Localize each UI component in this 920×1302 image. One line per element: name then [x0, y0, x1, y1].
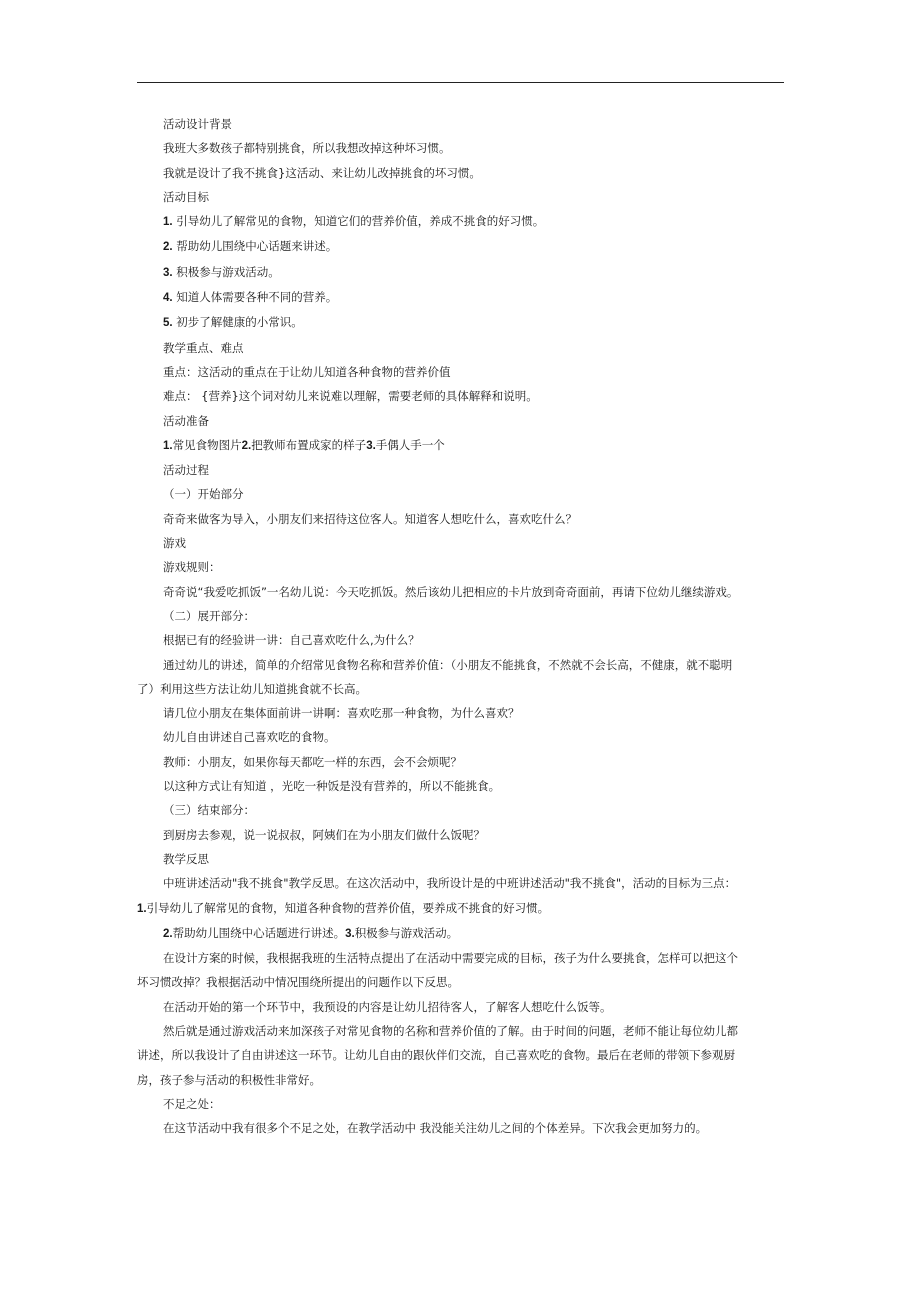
heading-preparation: 活动准备 — [163, 413, 209, 428]
heading-process: 活动过程 — [163, 463, 209, 478]
paragraph: 难点： {营养}这个词对幼儿来说难以理解，需要老师的具体解释和说明。 — [163, 389, 538, 404]
paragraph: 请几位小朋友在集体面前讲一讲啊：喜欢吃那一种食物，为什么喜欢？ — [163, 706, 520, 721]
goal-item — [137, 260, 787, 285]
item-number: 1. — [163, 216, 173, 229]
paragraph: 中班讲述活动"我不挑食"教学反思。在这次活动中，我所设计是的中班讲述活动"我不挑食"，活动的目标为三点： — [163, 876, 737, 891]
item-text: 积极参与游戏活动。 — [176, 264, 280, 279]
document-body — [137, 112, 787, 1140]
paragraph: 在这节活动中我有很多个不足之处，在教学活动中 我没能关注幼儿之间的个体差异。下次我会更加努力的。 — [163, 1121, 708, 1136]
item-text: 常见食物图片 — [172, 437, 242, 452]
item-text: 引导幼儿了解常见的食物，知道它们的营养价值，养成不挑食的好习惯。 — [176, 214, 545, 229]
item-text: 把教师布置成家的样子 — [251, 437, 367, 452]
heading-background: 活动设计背景 — [163, 117, 232, 131]
item-number: 3. — [366, 439, 376, 452]
paragraph: 通过幼儿的讲述，简单的介绍常见食物名称和营养价值：（小朋友不能挑食，不然就不会长高，不健康，就不聪明 — [163, 657, 733, 672]
paragraph: 我就是设计了我不挑食}这活动、来让幼儿改掉挑食的坏习惯。 — [163, 165, 481, 180]
reflection-goal — [137, 896, 787, 921]
item-text: 帮助幼儿围绕中心话题进行讲述。 — [172, 925, 346, 940]
paragraph: 教师：小朋友，如果你每天都吃一样的东西，会不会烦呢？ — [163, 754, 462, 769]
paragraph-continuation: 讲述，所以我设计了自由讲述这一环节。让幼儿自由的跟伙伴们交流，自己喜欢吃的食物。最后在老师的带领下参观厨 — [137, 1048, 735, 1063]
section-heading: （一）开始部分 — [163, 487, 244, 502]
goal-item — [137, 234, 787, 259]
header-rule — [137, 82, 784, 83]
item-number: 1. — [137, 902, 147, 915]
heading-reflection: 教学反思 — [163, 851, 209, 866]
paragraph: 在活动开始的第一个环节中，我预设的内容是让幼儿招待客人，了解客人想吃什么饭等。 — [163, 999, 612, 1014]
item-number: 5. — [163, 317, 173, 330]
item-number: 1. — [163, 439, 173, 452]
item-number: 4. — [163, 292, 173, 305]
goal-item — [137, 209, 787, 234]
paragraph-continuation: 坏习惯改掉？我根据活动中情况围绕所提出的问题作以下反思。 — [137, 975, 459, 990]
heading-key-points: 教学重点、难点 — [163, 340, 244, 355]
item-number: 2. — [163, 927, 173, 940]
paragraph: 以这种方式让有知道 ，光吃一种饭是没有营养的，所以不能挑食。 — [163, 779, 501, 794]
reflection-goal — [137, 921, 787, 946]
item-text: 积极参与游戏活动。 — [354, 925, 459, 940]
item-number: 2. — [163, 241, 173, 254]
paragraph-continuation: 房，孩子参与活动的积极性非常好。 — [137, 1072, 321, 1087]
item-number: 3. — [163, 266, 173, 279]
paragraph: 幼儿自由讲述自己喜欢吃的食物。 — [163, 730, 336, 745]
item-text: 初步了解健康的小常识。 — [176, 315, 303, 330]
paragraph: 不足之处： — [163, 1096, 221, 1111]
goal-item — [137, 310, 787, 335]
preparation-list — [137, 433, 787, 458]
item-text: 引导幼儿了解常见的食物，知道各种食物的营养价值，要养成不挑食的好习惯。 — [146, 900, 550, 915]
heading-goals: 活动目标 — [163, 189, 209, 204]
paragraph: 我班大多数孩子都特别挑食，所以我想改掉这种坏习惯。 — [163, 141, 451, 156]
paragraph: 游戏规则： — [163, 560, 221, 575]
paragraph: 游戏 — [163, 536, 186, 551]
goal-item — [137, 285, 787, 310]
item-number: 2. — [241, 439, 252, 452]
paragraph: 然后就是通过游戏活动来加深孩子对常见食物的名称和营养价值的了解。由于时间的问题，老师不能让每位幼儿都 — [163, 1023, 738, 1038]
paragraph: 根据已有的经验讲一讲：自己喜欢吃什么,为什么？ — [163, 633, 420, 648]
section-heading: （三）结束部分： — [163, 803, 255, 818]
item-text: 知道人体需要各种不同的营养。 — [176, 290, 338, 305]
section-heading: （二）展开部分： — [163, 608, 255, 623]
paragraph: 奇奇来做客为导入，小朋友们来招待这位客人。知道客人想吃什么，喜欢吃什么？ — [163, 511, 577, 526]
paragraph: 奇奇说“我爱吃抓饭”一名幼儿说：今天吃抓饭。然后该幼儿把相应的卡片放到奇奇面前，再请下位幼儿继续游戏。 — [163, 584, 739, 599]
item-text: 帮助幼儿围绕中心话题来讲述。 — [176, 239, 338, 254]
paragraph: 到厨房去参观，说一说叔叔，阿姨们在为小朋友们做什么饭呢？ — [163, 827, 485, 842]
paragraph: 在设计方案的时候，我根据我班的生活特点提出了在活动中需要完成的目标，孩子为什么要挑食，怎样可以把这个 — [163, 951, 738, 966]
paragraph: 重点：这活动的重点在于让幼儿知道各种食物的营养价值 — [163, 364, 451, 379]
item-number: 3. — [345, 927, 355, 940]
paragraph-continuation: 了）利用这些方法让幼儿知道挑食就不长高。 — [137, 681, 367, 696]
item-text: 手偶人手一个 — [375, 437, 445, 452]
